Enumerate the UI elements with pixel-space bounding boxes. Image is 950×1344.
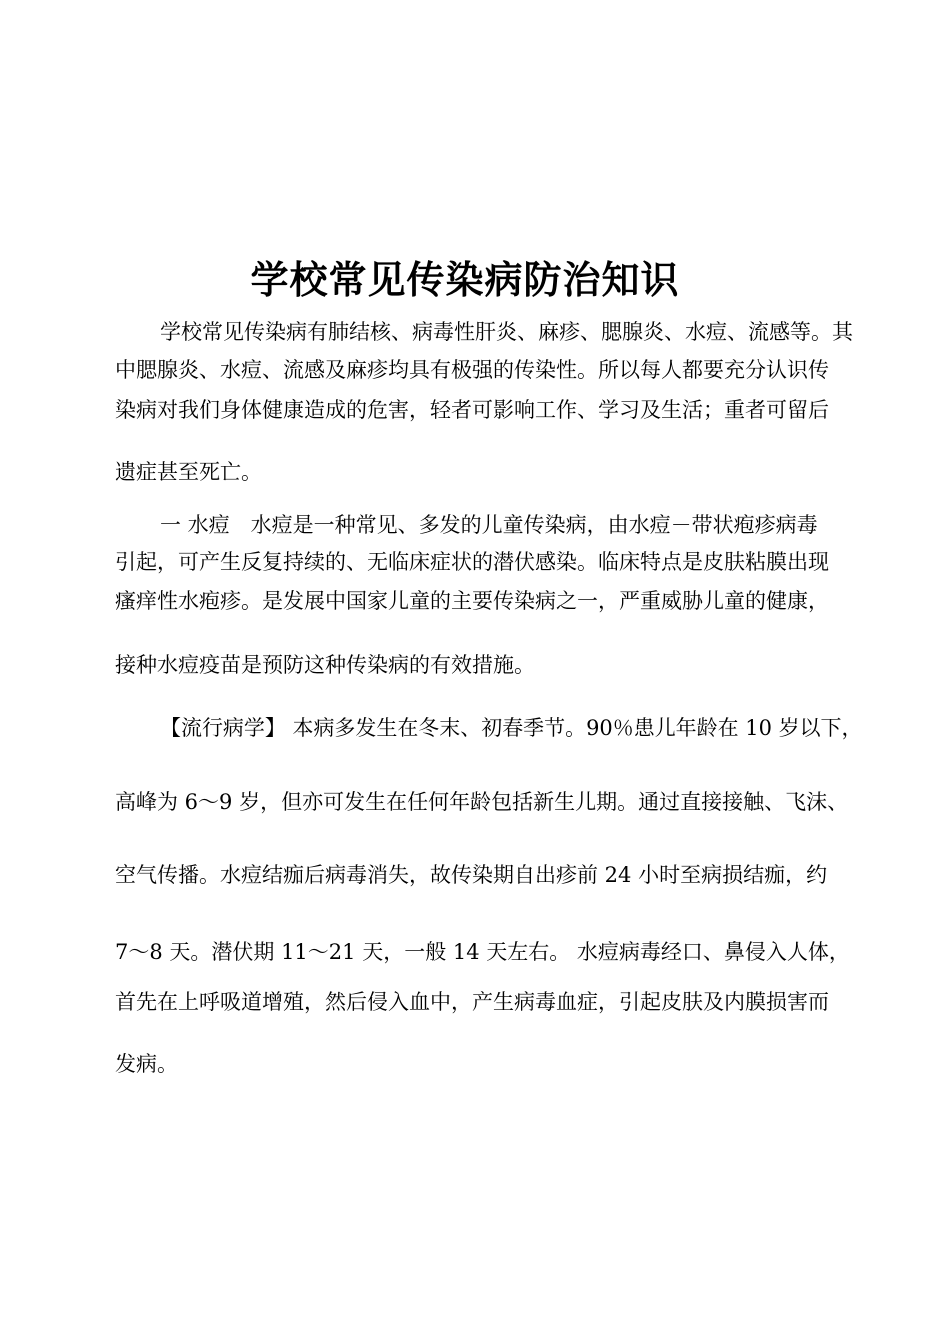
paragraph-intro-line-2: 中腮腺炎、水痘、流感及麻疹均具有极强的传染性。所以每人都要充分认识传 <box>115 358 829 382</box>
paragraph-varicella-line-4: 接种水痘疫苗是预防这种传染病的有效措施。 <box>115 653 535 677</box>
paragraph-epidemiology-line-5: 首先在上呼吸道增殖，然后侵入血中，产生病毒血症，引起皮肤及内膜损害而 <box>115 990 829 1014</box>
paragraph-intro-line-3: 染病对我们身体健康造成的危害，轻者可影响工作、学习及生活；重者可留后 <box>115 398 829 422</box>
paragraph-epidemiology-line-1: 【流行病学】 本病多发生在冬末、初春季节。90％患儿年龄在 10 岁以下， <box>160 716 863 740</box>
document-title: 学校常见传染病防治知识 <box>250 258 680 302</box>
paragraph-epidemiology-line-3: 空气传播。水痘结痂后病毒消失，故传染期自出疹前 24 小时至病损结痂，约 <box>115 863 828 887</box>
paragraph-intro-line-4: 遗症甚至死亡。 <box>115 460 262 484</box>
paragraph-varicella-line-1: 一 水痘 水痘是一种常见、多发的儿童传染病，由水痘－带状疱疹病毒 <box>160 513 818 537</box>
paragraph-varicella-line-3: 瘙痒性水疱疹。是发展中国家儿童的主要传染病之一，严重威胁儿童的健康， <box>115 589 829 613</box>
paragraph-epidemiology-line-2: 高峰为 6～9 岁，但亦可发生在任何年龄包括新生儿期。通过直接接触、飞沫、 <box>115 790 849 814</box>
paragraph-intro-line-1: 学校常见传染病有肺结核、病毒性肝炎、麻疹、腮腺炎、水痘、流感等。其 <box>160 320 853 344</box>
paragraph-varicella-line-2: 引起，可产生反复持续的、无临床症状的潜伏感染。临床特点是皮肤粘膜出现 <box>115 550 829 574</box>
paragraph-epidemiology-line-4: 7～8 天。潜伏期 11～21 天，一般 14 天左右。 水痘病毒经口、鼻侵入人体， <box>115 940 850 964</box>
paragraph-epidemiology-line-6: 发病。 <box>115 1052 178 1076</box>
